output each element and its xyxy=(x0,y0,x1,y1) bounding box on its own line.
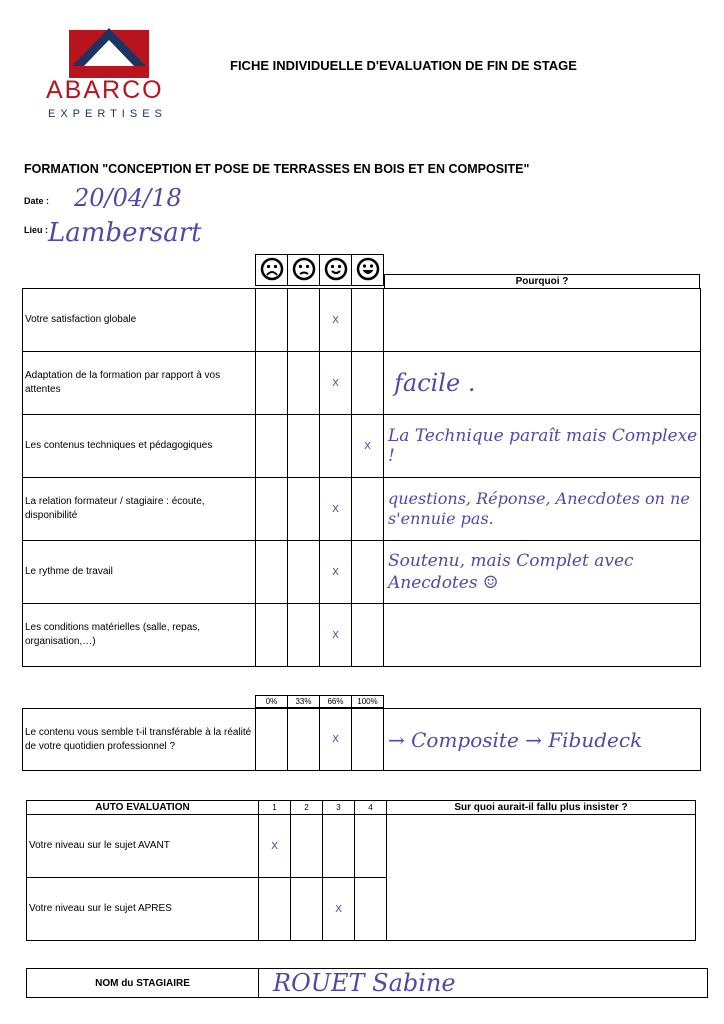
rating-mark[interactable]: X xyxy=(352,415,384,478)
sad-face-icon xyxy=(288,255,320,286)
transfer-question: Le contenu vous semble t-il transférable à la réalité de votre quotidien professionnel ? xyxy=(23,709,256,771)
comment-cell[interactable]: facile . xyxy=(384,352,701,415)
lieu-value: Lambersart xyxy=(48,218,202,248)
stagiaire-name[interactable]: ROUET Sabine xyxy=(259,969,708,998)
rating-mark[interactable]: X xyxy=(320,478,352,541)
date-label: Date : xyxy=(24,196,50,206)
table-row xyxy=(27,815,696,878)
comment-cell[interactable] xyxy=(384,289,701,352)
comment-cell[interactable]: La Technique paraît mais Complexe ! xyxy=(384,415,701,478)
auto-eval-header: AUTO EVALUATION xyxy=(27,801,259,815)
insist-comment-cell[interactable] xyxy=(387,815,696,941)
rating-cell[interactable] xyxy=(352,352,384,415)
rating-cell[interactable] xyxy=(288,415,320,478)
percent-33: 33% xyxy=(288,696,320,708)
table-row xyxy=(23,415,701,478)
document-title: FICHE INDIVIDUELLE D'EVALUATION DE FIN DE STAGE xyxy=(230,58,577,73)
rating-cell[interactable] xyxy=(352,604,384,667)
face-icons-header xyxy=(255,254,384,286)
rating-cell[interactable] xyxy=(288,604,320,667)
company-logo xyxy=(44,22,174,122)
criterion-label: La relation formateur / stagiaire : écoute, disponibilité xyxy=(23,478,256,541)
rating-mark[interactable]: X xyxy=(320,289,352,352)
rating-cell[interactable] xyxy=(256,604,288,667)
very-happy-face-icon xyxy=(352,255,384,286)
pourquoi-header: Pourquoi ? xyxy=(385,275,700,289)
criterion-label: Les contenus techniques et pédagogiques xyxy=(23,415,256,478)
stagiaire-label: NOM du STAGIAIRE xyxy=(27,969,259,998)
rating-cell[interactable] xyxy=(352,709,384,771)
rating-cell[interactable] xyxy=(256,709,288,771)
transfer-mark[interactable]: X xyxy=(320,709,352,771)
level-after-label: Votre niveau sur le sujet APRES xyxy=(27,878,259,941)
insist-header: Sur quoi aurait-il fallu plus insister ? xyxy=(387,801,696,815)
rating-cell[interactable] xyxy=(288,289,320,352)
percent-66: 66% xyxy=(320,696,352,708)
rating-cell[interactable] xyxy=(291,815,323,878)
criterion-label: Le rythme de travail xyxy=(23,541,256,604)
rating-cell[interactable] xyxy=(256,478,288,541)
level-3: 3 xyxy=(323,801,355,815)
lieu-label: Lieu : xyxy=(24,225,48,235)
level-2: 2 xyxy=(291,801,323,815)
pourquoi-header-box xyxy=(384,274,700,289)
stagiaire-table xyxy=(26,968,708,998)
rating-cell[interactable] xyxy=(355,878,387,941)
formation-title: FORMATION "CONCEPTION ET POSE DE TERRASSES EN BOIS ET EN COMPOSITE" xyxy=(24,162,530,176)
transfer-header xyxy=(255,695,384,708)
level-before-mark[interactable]: X xyxy=(259,815,291,878)
rating-cell[interactable] xyxy=(355,815,387,878)
criterion-label: Adaptation de la formation par rapport à vos attentes xyxy=(23,352,256,415)
comment-cell[interactable] xyxy=(384,604,701,667)
rating-cell[interactable] xyxy=(256,541,288,604)
rating-cell[interactable] xyxy=(320,415,352,478)
rating-cell[interactable] xyxy=(256,415,288,478)
rating-cell[interactable] xyxy=(288,709,320,771)
rating-cell[interactable] xyxy=(291,878,323,941)
table-row xyxy=(23,352,701,415)
rating-mark[interactable]: X xyxy=(320,352,352,415)
rating-cell[interactable] xyxy=(288,541,320,604)
rating-cell[interactable] xyxy=(288,352,320,415)
criterion-label: Les conditions matérielles (salle, repas, organisation,…) xyxy=(23,604,256,667)
rating-mark[interactable]: X xyxy=(320,604,352,667)
logo-subtitle: EXPERTISES xyxy=(48,108,167,120)
date-value: 20/04/18 xyxy=(74,184,182,212)
level-1: 1 xyxy=(259,801,291,815)
rating-cell[interactable] xyxy=(256,289,288,352)
table-row xyxy=(23,289,701,352)
satisfaction-table xyxy=(22,288,701,667)
very-sad-face-icon xyxy=(256,255,288,286)
table-row xyxy=(23,541,701,604)
table-row xyxy=(23,604,701,667)
rating-cell[interactable] xyxy=(259,878,291,941)
roof-logo-icon xyxy=(44,22,174,82)
percent-0: 0% xyxy=(256,696,288,708)
percent-100: 100% xyxy=(352,696,384,708)
level-after-mark[interactable]: X xyxy=(323,878,355,941)
level-4: 4 xyxy=(355,801,387,815)
rating-cell[interactable] xyxy=(323,815,355,878)
auto-eval-table xyxy=(26,800,696,941)
rating-cell[interactable] xyxy=(288,478,320,541)
rating-cell[interactable] xyxy=(256,352,288,415)
table-row xyxy=(23,478,701,541)
rating-mark[interactable]: X xyxy=(320,541,352,604)
transfer-table xyxy=(22,708,701,771)
transfer-comment[interactable]: → Composite → Fibudeck xyxy=(384,709,701,771)
level-before-label: Votre niveau sur le sujet AVANT xyxy=(27,815,259,878)
happy-face-icon xyxy=(320,255,352,286)
rating-cell[interactable] xyxy=(352,478,384,541)
criterion-label: Votre satisfaction globale xyxy=(23,289,256,352)
comment-cell[interactable]: Soutenu, mais Complet avec Anecdotes ☺ xyxy=(384,541,701,604)
comment-cell[interactable]: questions, Réponse, Anecdotes on ne s'ennuie pas. xyxy=(384,478,701,541)
rating-cell[interactable] xyxy=(352,541,384,604)
rating-cell[interactable] xyxy=(352,289,384,352)
logo-name: ABARCO xyxy=(46,76,164,104)
